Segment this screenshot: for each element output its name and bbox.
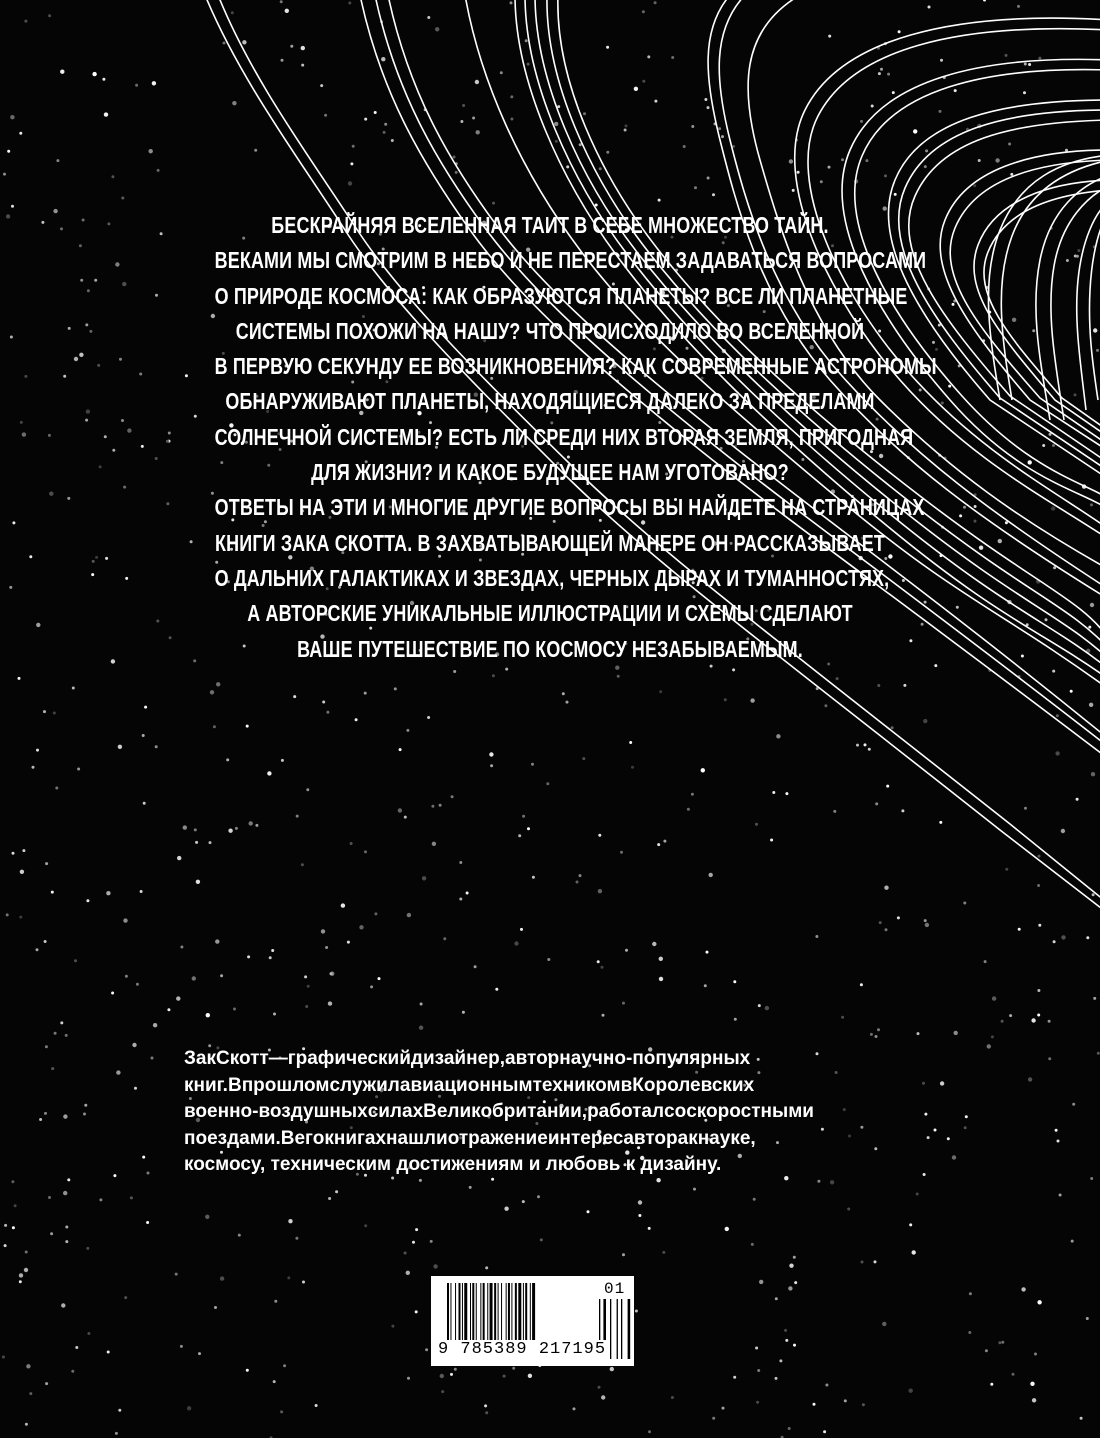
barcode-addon-digits: 01 — [604, 1280, 626, 1298]
blurb-line: В ПЕРВУЮ СЕКУНДУ ЕЕ ВОЗНИКНОВЕНИЯ? КАК СОВРЕМЕННЫЕ АСТРОНОМЫ — [214, 353, 937, 380]
bio-line: военно-воздушных силах Великобритании, работал со скоростными — [184, 1101, 814, 1122]
blurb-line: ВЕКАМИ МЫ СМОТРИМ В НЕБО И НЕ ПЕРЕСТАЕМ ЗАДАВАТЬСЯ ВОПРОСАМИ — [214, 247, 927, 274]
blurb-line: КНИГИ ЗАКА СКОТТА. В ЗАХВАТЫВАЮЩЕЙ МАНЕРЕ ОН РАССКАЗЫВАЕТ — [215, 529, 885, 556]
blurb-line: О ДАЛЬНИХ ГАЛАКТИКАХ И ЗВЕЗДАХ, ЧЕРНЫХ ДЫРАХ И ТУМАННОСТЯХ, — [214, 564, 890, 591]
bio-line: поездами. В его книгах нашли отражение интерес автора к науке, — [184, 1127, 756, 1149]
bio-line: Зак Скотт — графический дизайнер, автор научно-популярных — [184, 1048, 751, 1069]
isbn-digits: 9 785389 217195 — [438, 1340, 607, 1359]
blurb-line: ВАШЕ ПУТЕШЕСТВИЕ ПО КОСМОСУ НЕЗАБЫВАЕМЫМ. — [297, 635, 803, 662]
blurb-line: СОЛНЕЧНОЙ СИСТЕМЫ? ЕСТЬ ЛИ СРЕДИ НИХ ВТОРАЯ ЗЕМЛЯ, ПРИГОДНАЯ — [214, 423, 914, 450]
blurb-line: БЕСКРАЙНЯЯ ВСЕЛЕННАЯ ТАИТ В СЕБЕ МНОЖЕСТВО ТАЙН. — [271, 212, 829, 238]
blurb-line: СИСТЕМЫ ПОХОЖИ НА НАШУ? ЧТО ПРОИСХОДИЛО ВО ВСЕЛЕННОЙ — [235, 317, 865, 344]
bio-line: космосу, техническим достижениям и любовь к дизайну. — [184, 1154, 722, 1175]
bio-line: книг. В прошлом служил авиационным техником в Королевских — [184, 1074, 755, 1096]
blurb-line: А АВТОРСКИЕ УНИКАЛЬНЫЕ ИЛЛЮСТРАЦИИ И СХЕМЫ СДЕЛАЮТ — [247, 600, 853, 627]
blurb-line: ОБНАРУЖИВАЮТ ПЛАНЕТЫ, НАХОДЯЩИЕСЯ ДАЛЕКО ЗА ПРЕДЕЛАМИ — [225, 388, 875, 415]
blurb-line: ДЛЯ ЖИЗНИ? И КАКОЕ БУДУЩЕЕ НАМ УГОТОВАНО? — [311, 459, 789, 486]
author-bio — [184, 1046, 814, 1179]
book-blurb — [214, 208, 937, 667]
blurb-line: ОТВЕТЫ НА ЭТИ И МНОГИЕ ДРУГИЕ ВОПРОСЫ ВЫ НАЙДЕТЕ НА СТРАНИЦАХ — [214, 494, 925, 521]
isbn-barcode — [431, 1276, 634, 1366]
blurb-line: О ПРИРОДЕ КОСМОСА: КАК ОБРАЗУЮТСЯ ПЛАНЕТЫ? ВСЕ ЛИ ПЛАНЕТНЫЕ — [214, 282, 908, 309]
